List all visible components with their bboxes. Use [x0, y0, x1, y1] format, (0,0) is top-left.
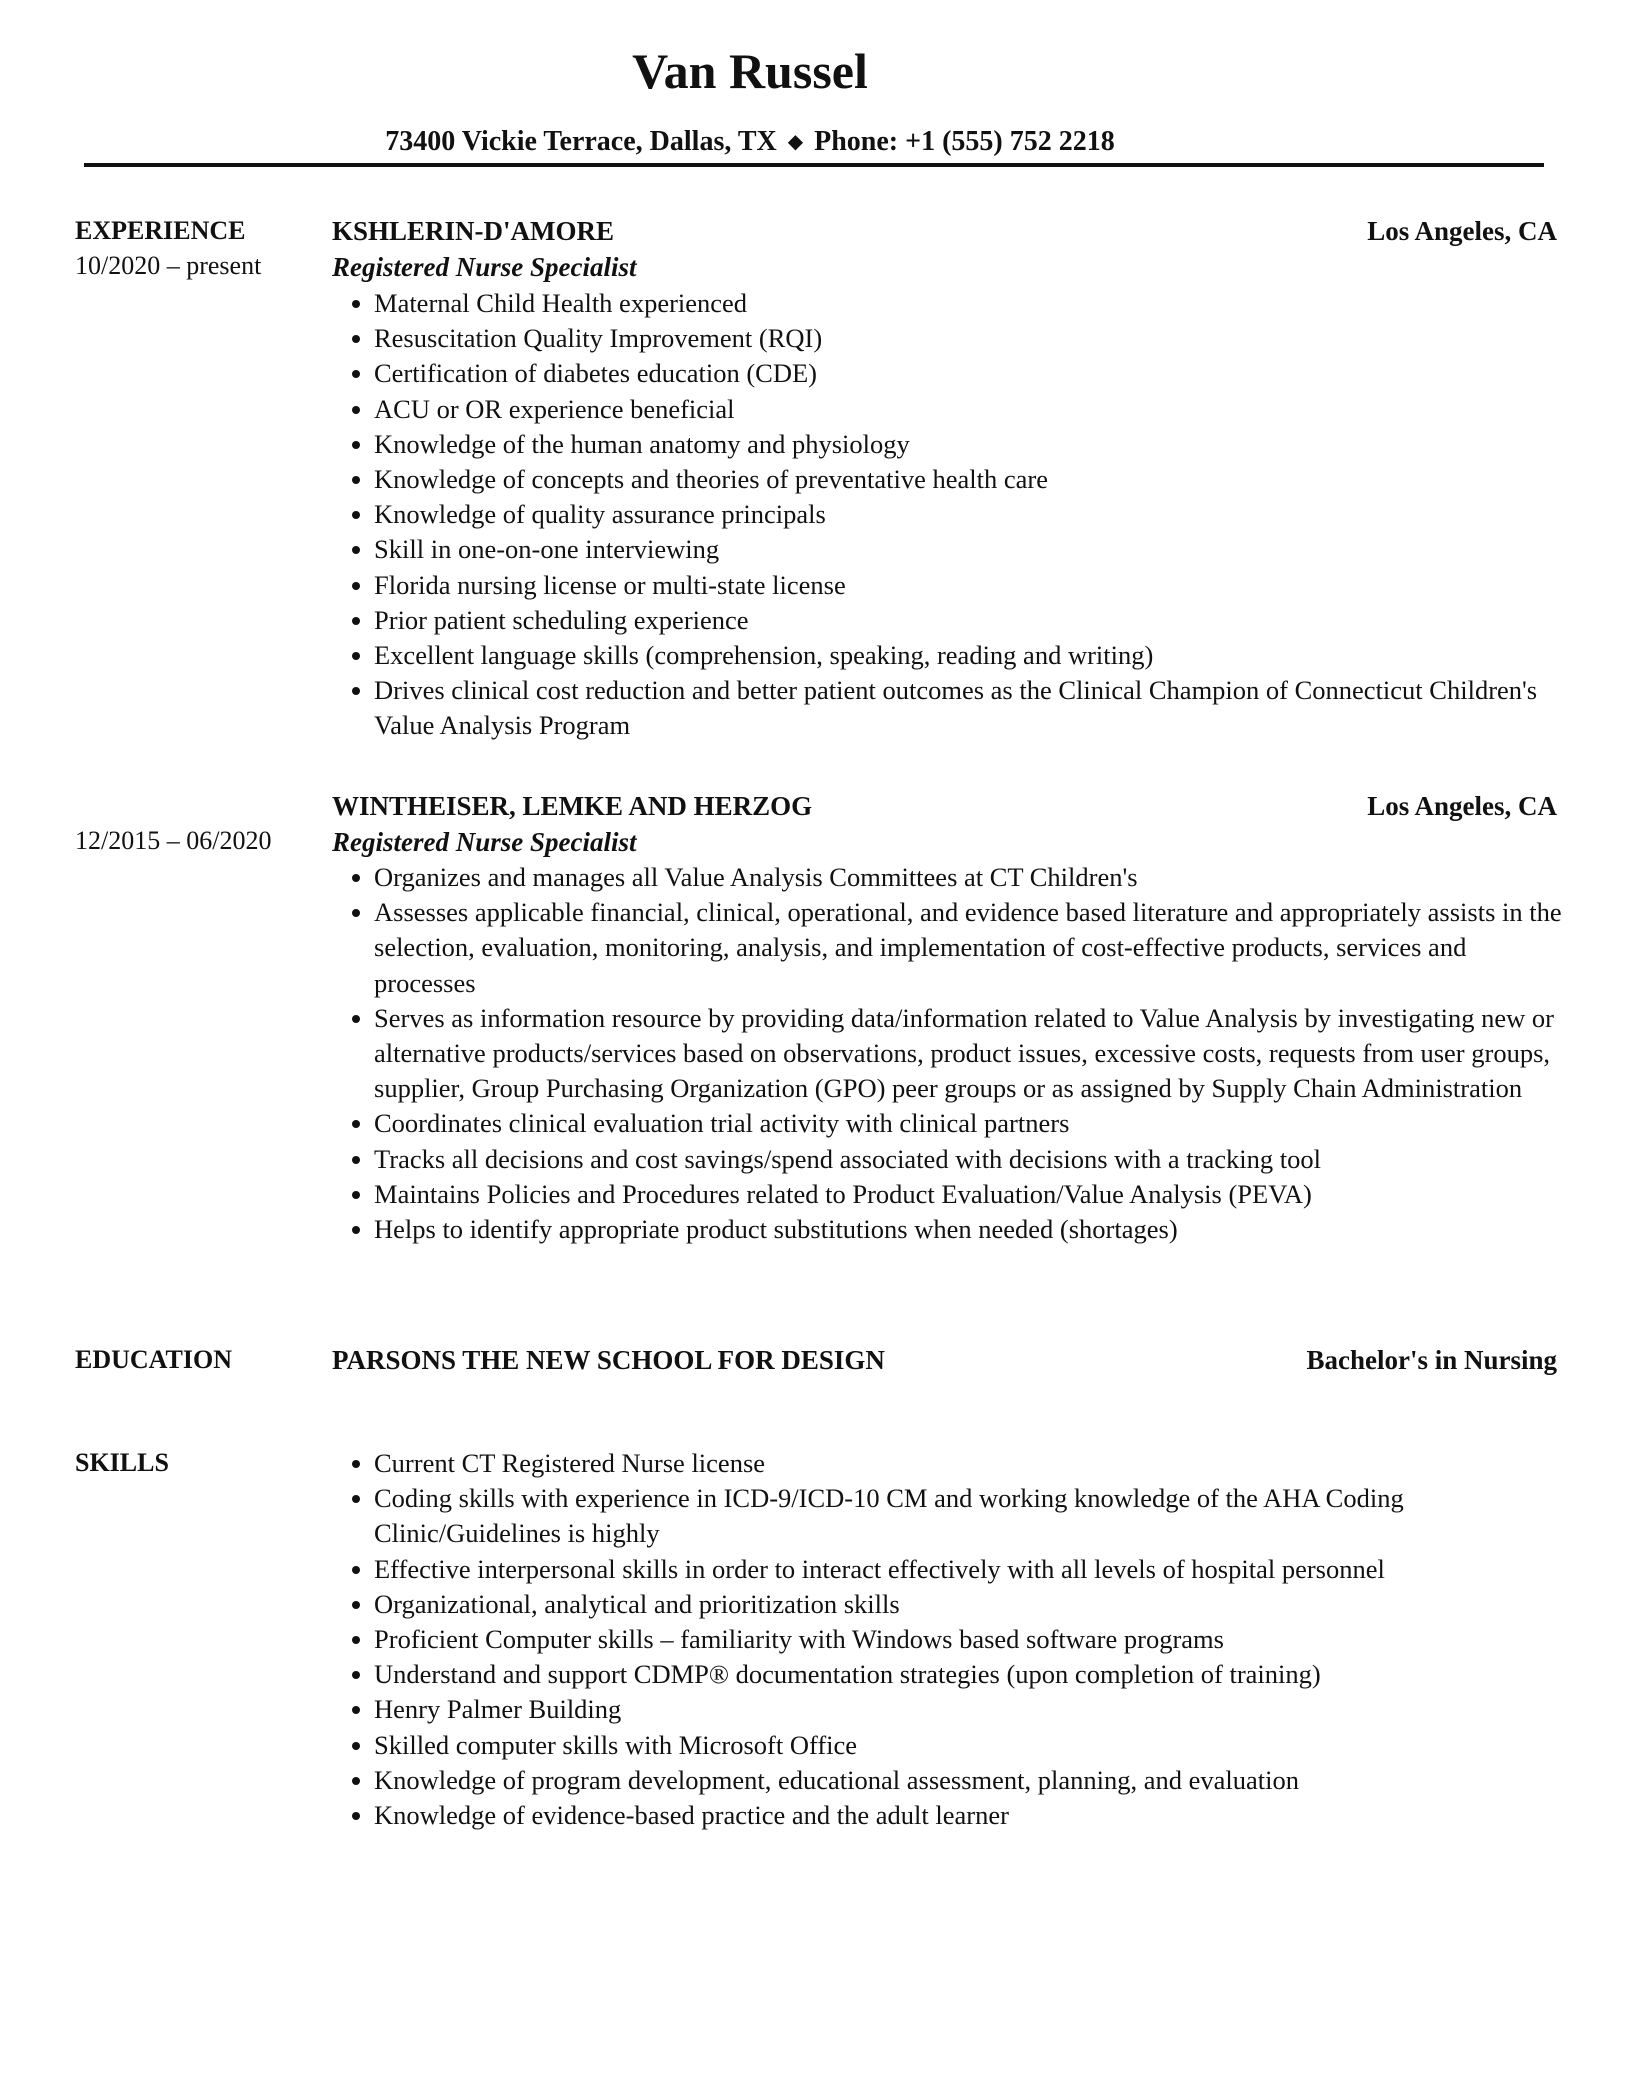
bullet-text: Certification of diabetes education (CDE)	[374, 358, 817, 389]
job-bullet-item	[332, 532, 1562, 567]
bullet-icon	[352, 617, 360, 625]
job-bullet-list	[332, 860, 1562, 1247]
job-bullet-item	[332, 1177, 1562, 1212]
diamond-separator-icon: ◆	[787, 131, 804, 153]
bullet-icon	[352, 441, 360, 449]
job-company: KSHLERIN-D'AMORE	[332, 216, 615, 246]
bullet-text: Prior patient scheduling experience	[374, 604, 749, 635]
skill-item	[332, 1622, 1562, 1657]
bullet-text: Excellent language skills (comprehension, speaking, reading and writing)	[374, 640, 1154, 671]
bullet-text: Knowledge of concepts and theories of preventative health care	[374, 464, 1048, 495]
bullet-icon	[352, 1777, 360, 1785]
bullet-icon	[352, 1742, 360, 1750]
bullet-icon	[352, 1636, 360, 1644]
job-dates: 10/2020 – present	[75, 251, 262, 280]
bullet-icon	[352, 300, 360, 308]
bullet-icon	[352, 1226, 360, 1234]
job-dates: 12/2015 – 06/2020	[75, 826, 272, 855]
section-label-experience: EXPERIENCE	[75, 216, 246, 245]
skill-item	[332, 1763, 1562, 1798]
bullet-text: Coding skills with experience in ICD-9/ICD-10 CM and working knowledge of the AHA Coding Clinic/Guidelines is highly	[374, 1483, 1404, 1549]
bullet-icon	[352, 1191, 360, 1199]
bullet-icon	[352, 909, 360, 917]
bullet-icon	[352, 1566, 360, 1574]
bullet-text: ACU or OR experience beneficial	[374, 393, 735, 424]
job-bullet-item	[332, 427, 1562, 462]
bullet-icon	[352, 1156, 360, 1164]
bullet-icon	[352, 874, 360, 882]
bullet-text: Resuscitation Quality Improvement (RQI)	[374, 323, 823, 354]
education-school: PARSONS THE NEW SCHOOL FOR DESIGN	[332, 1345, 885, 1375]
bullet-icon	[352, 1812, 360, 1820]
job-bullet-item	[332, 1142, 1562, 1177]
candidate-name: Van Russel	[632, 43, 868, 99]
job-bullet-item	[332, 1001, 1562, 1107]
bullet-icon	[352, 1120, 360, 1128]
bullet-icon	[352, 687, 360, 695]
bullet-text: Organizational, analytical and prioritization skills	[374, 1588, 900, 1619]
bullet-icon	[352, 1671, 360, 1679]
skill-item	[332, 1728, 1562, 1763]
bullet-icon	[352, 546, 360, 554]
bullet-icon	[352, 1460, 360, 1468]
bullet-text: Henry Palmer Building	[374, 1694, 622, 1725]
skill-item	[332, 1657, 1562, 1692]
section-label-skills: SKILLS	[75, 1448, 169, 1477]
bullet-icon	[352, 652, 360, 660]
skill-item	[332, 1587, 1562, 1622]
bullet-text: Coordinates clinical evaluation trial activity with clinical partners	[374, 1108, 1070, 1139]
job-bullet-item	[332, 286, 1562, 321]
job-company: WINTHEISER, LEMKE AND HERZOG	[332, 791, 813, 821]
education-degree: Bachelor's in Nursing	[1306, 1345, 1557, 1375]
job-bullet-item	[332, 673, 1562, 743]
bullet-text: Serves as information resource by providing data/information related to Value Analysis by investigating new or alternative products/services based on observations, product issues, excessive costs, requests from user groups, supplier, Group Purchasing Organization (GPO) peer groups or as assigned by Supply Chain Administration	[374, 1002, 1554, 1104]
job-bullet-item	[332, 462, 1562, 497]
bullet-text: Knowledge of evidence-based practice and the adult learner	[374, 1800, 1009, 1831]
skill-item	[332, 1552, 1562, 1587]
header-divider	[84, 163, 1544, 167]
bullet-text: Drives clinical cost reduction and better patient outcomes as the Clinical Champion of Connecticut Children's Value Analysis Program	[374, 675, 1538, 741]
bullet-text: Knowledge of program development, educational assessment, planning, and evaluation	[374, 1764, 1300, 1795]
skill-item	[332, 1446, 1562, 1481]
job-bullet-item	[332, 356, 1562, 391]
bullet-icon	[352, 370, 360, 378]
bullet-icon	[352, 1015, 360, 1023]
bullet-text: Proficient Computer skills – familiarity with Windows based software programs	[374, 1624, 1224, 1655]
bullet-text: Tracks all decisions and cost savings/spend associated with decisions with a tracking tool	[374, 1143, 1321, 1174]
address: 73400 Vickie Terrace, Dallas, TX	[385, 126, 777, 157]
bullet-icon	[352, 335, 360, 343]
contact-line	[0, 124, 1500, 160]
bullet-icon	[352, 1706, 360, 1714]
bullet-text: Organizes and manages all Value Analysis Committees at CT Children's	[374, 862, 1138, 892]
skill-item	[332, 1481, 1562, 1551]
bullet-text: Maintains Policies and Procedures related to Product Evaluation/Value Analysis (PEVA)	[374, 1178, 1312, 1209]
bullet-text: Knowledge of quality assurance principals	[374, 499, 826, 530]
job-bullet-item	[332, 638, 1562, 673]
skill-item	[332, 1798, 1562, 1833]
bullet-icon	[352, 582, 360, 590]
bullet-text: Florida nursing license or multi-state license	[374, 569, 846, 600]
job-bullet-item	[332, 497, 1562, 532]
job-bullet-item	[332, 1106, 1562, 1141]
job-bullet-item	[332, 895, 1562, 1001]
bullet-icon	[352, 511, 360, 519]
bullet-icon	[352, 476, 360, 484]
job-bullet-item	[332, 568, 1562, 603]
job-title: Registered Nurse Specialist	[332, 827, 637, 857]
bullet-icon	[352, 1495, 360, 1503]
job-bullet-item	[332, 321, 1562, 356]
bullet-text: Skilled computer skills with Microsoft Office	[374, 1729, 858, 1760]
section-label-education: EDUCATION	[75, 1345, 232, 1374]
bullet-text: Understand and support CDMP® documentation strategies (upon completion of training)	[374, 1659, 1321, 1690]
bullet-icon	[352, 406, 360, 414]
skill-item	[332, 1692, 1562, 1727]
bullet-icon	[352, 1601, 360, 1609]
skills-bullet-list	[332, 1446, 1562, 1833]
job-bullet-item	[332, 392, 1562, 427]
bullet-text: Skill in one-on-one interviewing	[374, 534, 720, 565]
bullet-text: Current CT Registered Nurse license	[374, 1448, 766, 1478]
job-bullet-list	[332, 286, 1562, 744]
job-bullet-item	[332, 1212, 1562, 1247]
bullet-text: Knowledge of the human anatomy and physiology	[374, 428, 910, 459]
bullet-text: Effective interpersonal skills in order to interact effectively with all levels of hospital personnel	[374, 1553, 1385, 1584]
bullet-text: Assesses applicable financial, clinical, operational, and evidence based literature and appropriately assists in the selection, evaluation, monitoring, analysis, and implementation of cost-effective products, services and processes	[374, 897, 1562, 998]
job-title: Registered Nurse Specialist	[332, 252, 637, 282]
bullet-text: Maternal Child Health experienced	[374, 288, 748, 318]
bullet-text: Helps to identify appropriate product substitutions when needed (shortages)	[374, 1214, 1178, 1245]
job-bullet-item	[332, 860, 1562, 895]
job-bullet-item	[332, 603, 1562, 638]
job-location: Los Angeles, CA	[1367, 791, 1557, 821]
phone: Phone: +1 (555) 752 2218	[814, 126, 1115, 157]
job-location: Los Angeles, CA	[1367, 216, 1557, 246]
